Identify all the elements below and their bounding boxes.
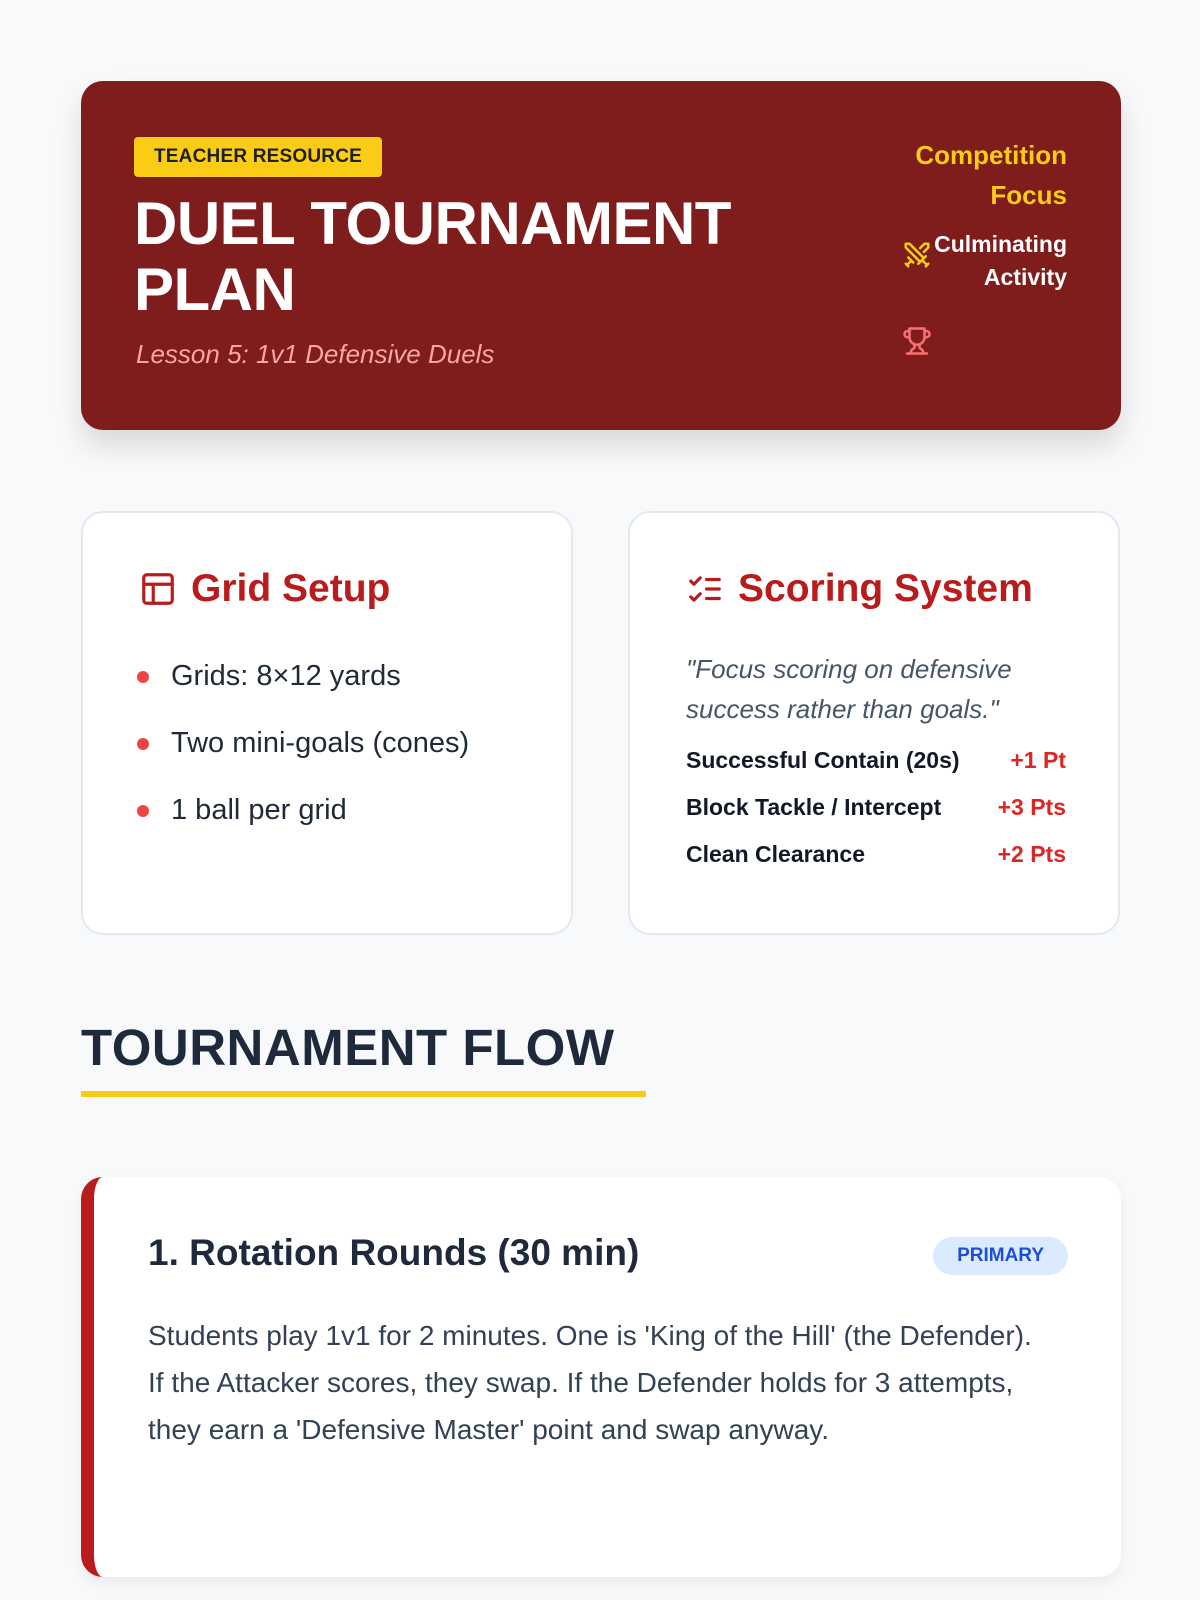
score-row	[686, 784, 1066, 831]
stat-competition-focus: Competition Focus	[915, 140, 1067, 210]
list-item-text: 1 ball per grid	[171, 794, 347, 826]
tournament-flow-heading: TOURNAMENT FLOW	[81, 1019, 615, 1076]
score-label: Block Tackle / Intercept	[686, 794, 942, 820]
flow-step-description: Students play 1v1 for 2 minutes. One is 'King of the Hill' (the Defender). If the Attacker scores, they swap. If the Defender holds for 3 attempts, they earn a 'Defensive Master' point and swap anyway.	[148, 1320, 1032, 1445]
bullet-dot	[137, 738, 149, 750]
grid-setup-card	[81, 511, 573, 935]
score-points: +2 Pts	[997, 841, 1066, 867]
hero-banner	[81, 81, 1121, 430]
scoring-title: Scoring System	[738, 567, 1033, 610]
layout-icon	[139, 570, 177, 608]
resource-badge: TEACHER RESOURCE	[134, 137, 382, 177]
scoring-card	[628, 511, 1120, 935]
lesson-subtitle: Lesson 5: 1v1 Defensive Duels	[136, 339, 495, 369]
heading-underline	[81, 1091, 646, 1097]
grid-setup-title: Grid Setup	[191, 567, 391, 610]
score-row	[686, 737, 1066, 784]
flow-step-card	[81, 1177, 1121, 1577]
checklist-icon	[686, 570, 724, 608]
scoring-heading	[686, 567, 1033, 611]
bullet-dot	[137, 805, 149, 817]
list-item	[137, 710, 469, 777]
stat-culminating-activity: Culminating Activity	[934, 231, 1067, 290]
list-item	[137, 643, 469, 710]
grid-setup-list	[137, 643, 469, 844]
bullet-dot	[137, 671, 149, 683]
list-item	[137, 777, 469, 844]
priority-badge: PRIMARY	[933, 1237, 1068, 1275]
grid-setup-heading	[139, 567, 390, 611]
trophy-icon	[902, 326, 932, 356]
list-item-text: Grids: 8×12 yards	[171, 660, 401, 692]
scoring-quote: "Focus scoring on defensive success rather than goals."	[686, 654, 1012, 724]
score-row	[686, 831, 1066, 878]
page-title: DUEL TOURNAMENT PLAN	[134, 190, 731, 323]
score-label: Clean Clearance	[686, 841, 865, 867]
score-points: +3 Pts	[997, 794, 1066, 820]
flow-step-title: 1. Rotation Rounds (30 min)	[148, 1232, 640, 1273]
list-item-text: Two mini-goals (cones)	[171, 727, 470, 759]
score-points: +1 Pt	[1010, 747, 1066, 773]
score-label: Successful Contain (20s)	[686, 747, 960, 773]
